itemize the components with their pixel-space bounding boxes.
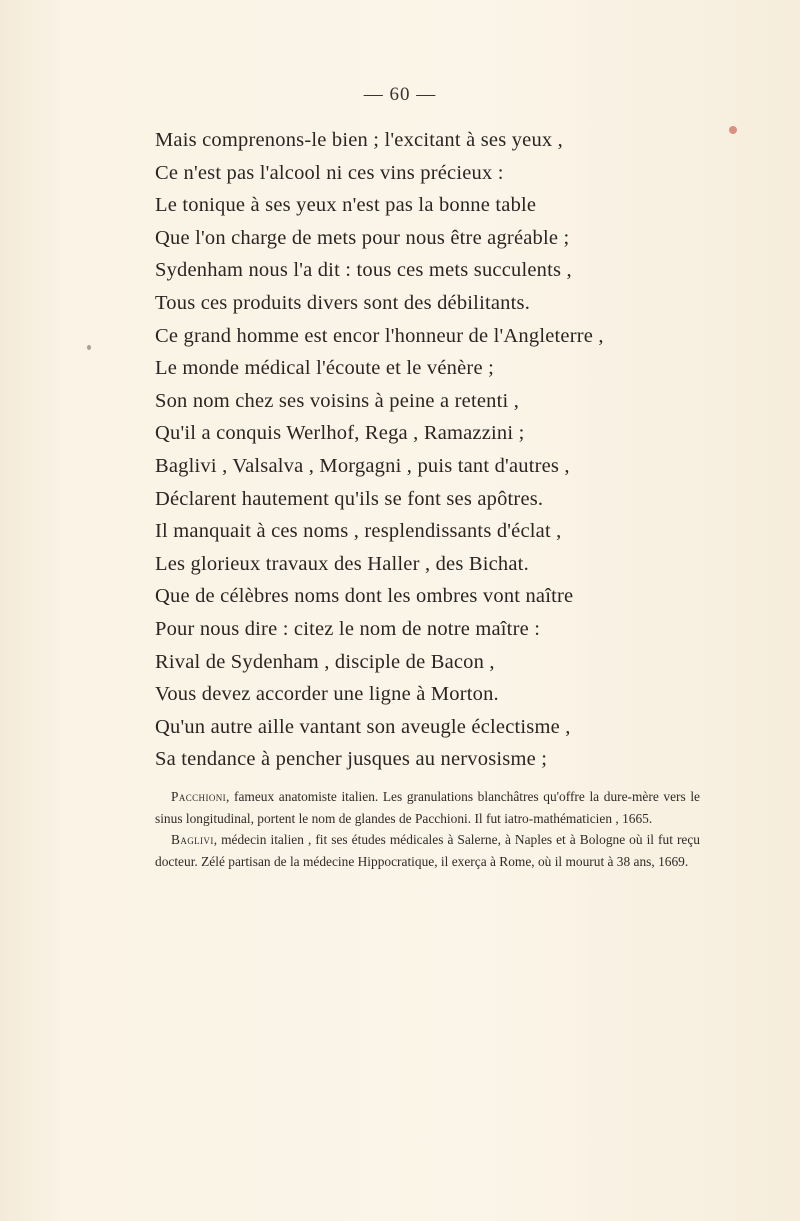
ink-stain	[729, 126, 737, 134]
poem-line: Qu'un autre aille vantant son aveugle éclectisme ,	[155, 715, 571, 738]
poem-line: Que de célèbres noms dont les ombres vont naître	[155, 585, 574, 608]
poem-line: Sa tendance à pencher jusques au nervosisme ;	[155, 748, 548, 771]
poem-line: Tous ces produits divers sont des débilitants.	[155, 291, 531, 314]
poem-line: Baglivi , Valsalva , Morgagni , puis tant d'autres ,	[155, 454, 570, 477]
poem-line: Mais comprenons-le bien ; l'excitant à ses yeux ,	[155, 129, 564, 151]
poem-line: Sydenham nous l'a dit : tous ces mets succulents ,	[155, 259, 572, 282]
poem-line: Les glorieux travaux des Haller , des Bichat.	[155, 552, 529, 575]
poem-line: Que l'on charge de mets pour nous être agréable ;	[155, 226, 570, 249]
poem-line: Ce n'est pas l'alcool ni ces vins précieux :	[155, 161, 504, 184]
footnote-name: Baglivi	[171, 832, 214, 847]
poem-line: Vous devez accorder une ligne à Morton.	[155, 683, 499, 706]
footnote-pacchioni	[155, 786, 700, 829]
footnote-name: Pacchioni	[171, 789, 227, 804]
poem-line: Son nom chez ses voisins à peine a retenti ,	[155, 389, 520, 412]
poem-line: Il manquait à ces noms , resplendissants d'éclat ,	[155, 520, 562, 543]
footnote-baglivi	[155, 829, 700, 872]
footnote-text: , médecin italien , fit ses études médicales à Salerne, à Naples et à Bologne où il fut reçu docteur. Zélé partisan de la médecine Hippocratique, il exerça à Rome, où il mourut à 38 ans, 1669.	[155, 832, 700, 869]
footnotes	[155, 786, 700, 872]
poem-line: Qu'il a conquis Werlhof, Rega , Ramazzini ;	[155, 422, 525, 445]
poem-line: Pour nous dire : citez le nom de notre maître :	[155, 617, 541, 640]
poem-line: Rival de Sydenham , disciple de Bacon ,	[155, 650, 495, 673]
poem-line: Ce grand homme est encor l'honneur de l'Angleterre ,	[155, 324, 604, 347]
footnote-text: , fameux anatomiste italien. Les granulations blanchâtres qu'offre la dure-mère vers le sinus longitudinal, portent le nom de glandes de Pacchioni. Il fut iatro-mathématicien , 1665.	[155, 789, 700, 826]
page-number: — 60 —	[363, 84, 437, 105]
poem	[155, 124, 715, 776]
poem-line: Déclarent hautement qu'ils se font ses apôtres.	[155, 487, 544, 510]
poem-line: Le tonique à ses yeux n'est pas la bonne table	[155, 194, 537, 217]
ink-speck	[87, 345, 91, 350]
poem-line: Le monde médical l'écoute et le vénère ;	[155, 357, 494, 380]
